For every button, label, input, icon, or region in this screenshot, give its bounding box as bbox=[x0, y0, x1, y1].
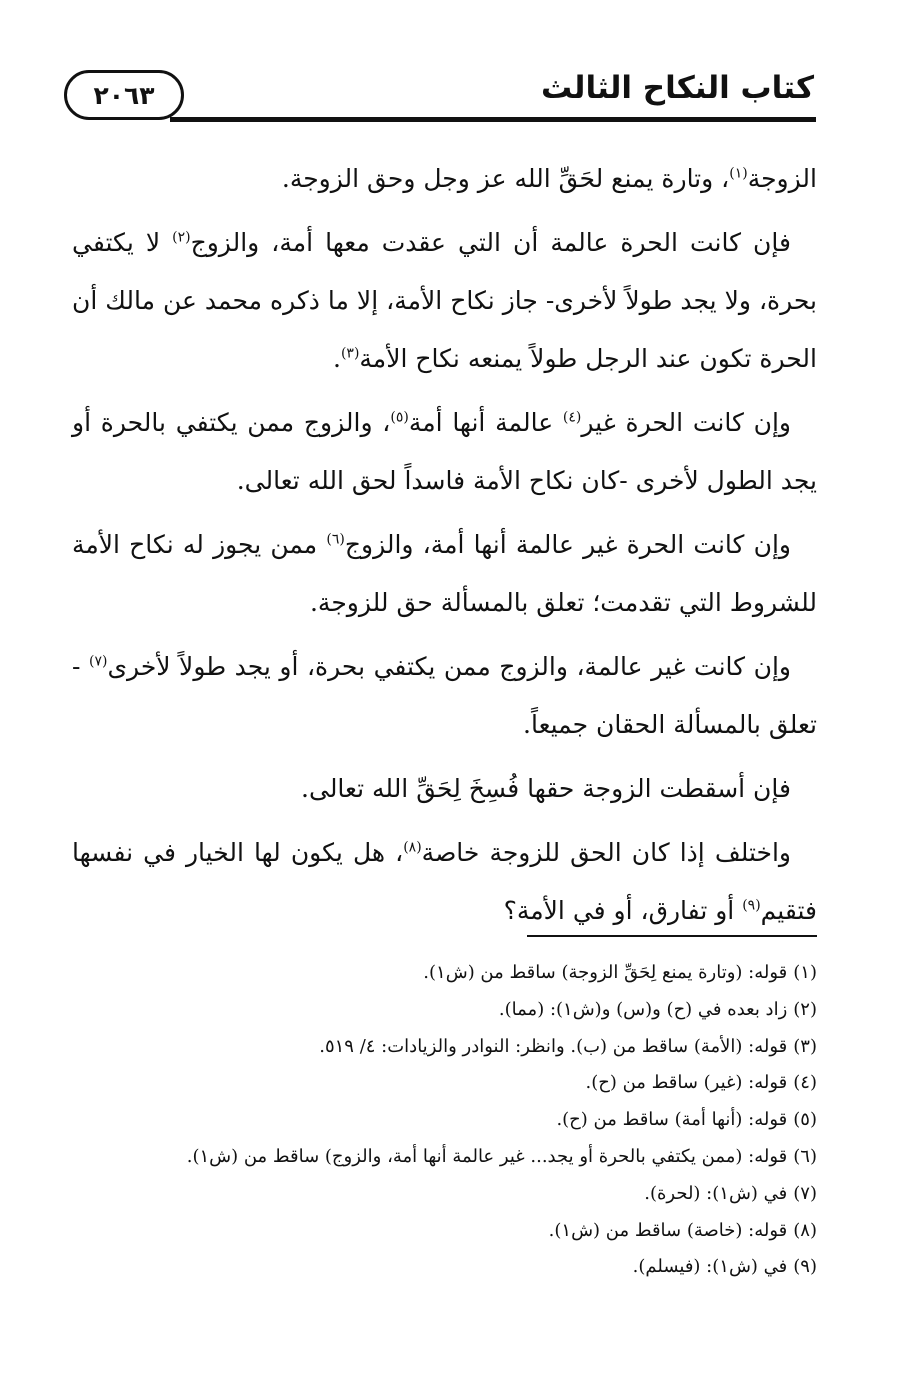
footnote-text: قوله: (أنها أمة) ساقط من (ح). bbox=[556, 1109, 788, 1131]
footnote-number: (٨) bbox=[793, 1219, 817, 1241]
text-segment: وإن كانت الحرة غير عالمة أنها أمة، والزوج bbox=[344, 530, 792, 559]
header-rule bbox=[170, 117, 816, 122]
footnote-item bbox=[72, 955, 817, 992]
footnote-marker: (٩) bbox=[742, 897, 761, 914]
footnote-item bbox=[72, 992, 817, 1029]
body-paragraph bbox=[72, 760, 817, 818]
body-paragraph bbox=[72, 150, 817, 208]
footnote-item bbox=[72, 1139, 817, 1176]
body-paragraph bbox=[72, 516, 817, 632]
footnote-text: قوله: (الأمة) ساقط من (ب). وانظر: النوادر والزيادات: ٤/ ٥١٩. bbox=[319, 1035, 788, 1057]
text-segment: أو تفارق، أو في الأمة؟ bbox=[503, 896, 743, 925]
footnote-marker: (٥) bbox=[390, 409, 409, 426]
footnote-number: (٩) bbox=[793, 1256, 817, 1278]
footnote-item bbox=[72, 1176, 817, 1213]
footnote-text: قوله: (وتارة يمنع لِحَقِّ الزوجة) ساقط من (ش١). bbox=[423, 962, 788, 983]
body-paragraph bbox=[72, 214, 817, 388]
body-paragraph bbox=[72, 638, 817, 754]
footnote-text: قوله: (غير) ساقط من (ح). bbox=[585, 1072, 788, 1094]
footnote-number: (٢) bbox=[793, 998, 817, 1020]
body-paragraph bbox=[72, 394, 817, 510]
footnote-number: (٦) bbox=[793, 1145, 817, 1167]
text-segment: الزوجة bbox=[747, 164, 817, 193]
footnote-number: (٥) bbox=[793, 1109, 817, 1131]
footnote-marker: (٢) bbox=[172, 229, 191, 246]
footnotes bbox=[72, 955, 817, 1286]
text-segment: ، والزوج ممن يكتفي بالحرة أو يجد الطول لأخرى -كان نكاح الأمة فاسداً لحق الله تعالى. bbox=[72, 408, 817, 495]
text-segment: وإن كانت الحرة غير bbox=[581, 408, 791, 437]
text-segment: فإن أسقطت الزوجة حقها فُسِخَ لِحَقِّ الله تعالى. bbox=[301, 774, 791, 803]
text-segment: - تعلق بالمسألة الحقان جميعاً. bbox=[72, 652, 817, 739]
page-number-badge bbox=[64, 70, 184, 120]
footnote-text: في (ش١): (فيسلم). bbox=[632, 1256, 788, 1278]
footnote-marker: (١) bbox=[729, 165, 748, 182]
footnote-marker: (٨) bbox=[403, 839, 422, 856]
footnote-number: (٣) bbox=[793, 1035, 817, 1057]
text-segment: عالمة أنها أمة bbox=[408, 408, 563, 437]
text-segment: لا يكتفي بحرة، ولا يجد طولاً لأخرى- جاز نكاح الأمة، إلا ما ذكره محمد عن مالك أن الحرة تكون عند الرجل طولاً يمنعه نكاح الأمة bbox=[72, 228, 817, 373]
text-segment: . bbox=[332, 344, 341, 373]
footnote-number: (٤) bbox=[793, 1072, 817, 1094]
footnote-text: في (ش١): (لحرة). bbox=[644, 1182, 788, 1204]
text-segment: ، وتارة يمنع لحَقِّ الله عز وجل وحق الزوجة. bbox=[281, 164, 730, 193]
footnote-number: (١) bbox=[793, 962, 817, 983]
running-title: كتاب النكاح الثالث bbox=[540, 70, 814, 106]
footnote-text: زاد بعده في (ح) و(س) و(ش١): (مما). bbox=[498, 998, 788, 1020]
footnote-separator bbox=[527, 935, 817, 937]
footnote-marker: (٤) bbox=[562, 409, 582, 426]
footnote-item bbox=[72, 1249, 817, 1286]
footnote-item bbox=[72, 1213, 817, 1250]
footnote-marker: (٣) bbox=[340, 345, 360, 362]
text-segment: فإن كانت الحرة عالمة أن التي عقدت معها أمة، والزوج bbox=[190, 228, 791, 257]
footnote-item bbox=[72, 1102, 817, 1139]
page-number: ٢٠٦٣ bbox=[93, 80, 155, 110]
footnote-item bbox=[72, 1065, 817, 1102]
body-paragraph bbox=[72, 824, 817, 940]
footnote-marker: (٧) bbox=[88, 653, 108, 670]
text-segment: ، هل يكون لها الخيار في نفسها فتقيم bbox=[72, 838, 817, 925]
footnote-number: (٧) bbox=[793, 1182, 817, 1204]
footnote-text: قوله: (خاصة) ساقط من (ش١). bbox=[548, 1219, 788, 1241]
footnote-marker: (٦) bbox=[326, 531, 345, 548]
text-segment: ممن يجوز له نكاح الأمة للشروط التي تقدمت؛ تعلق بالمسألة حق للزوجة. bbox=[72, 530, 817, 617]
main-text bbox=[72, 150, 817, 946]
footnote-item bbox=[72, 1029, 817, 1066]
footnote-text: قوله: (ممن يكتفي بالحرة أو يجد... غير عالمة أنها أمة، والزوج) ساقط من (ش١). bbox=[186, 1145, 788, 1167]
text-segment: وإن كانت غير عالمة، والزوج ممن يكتفي بحرة، أو يجد طولاً لأخرى bbox=[107, 652, 791, 681]
text-segment: واختلف إذا كان الحق للزوجة خاصة bbox=[421, 838, 791, 867]
